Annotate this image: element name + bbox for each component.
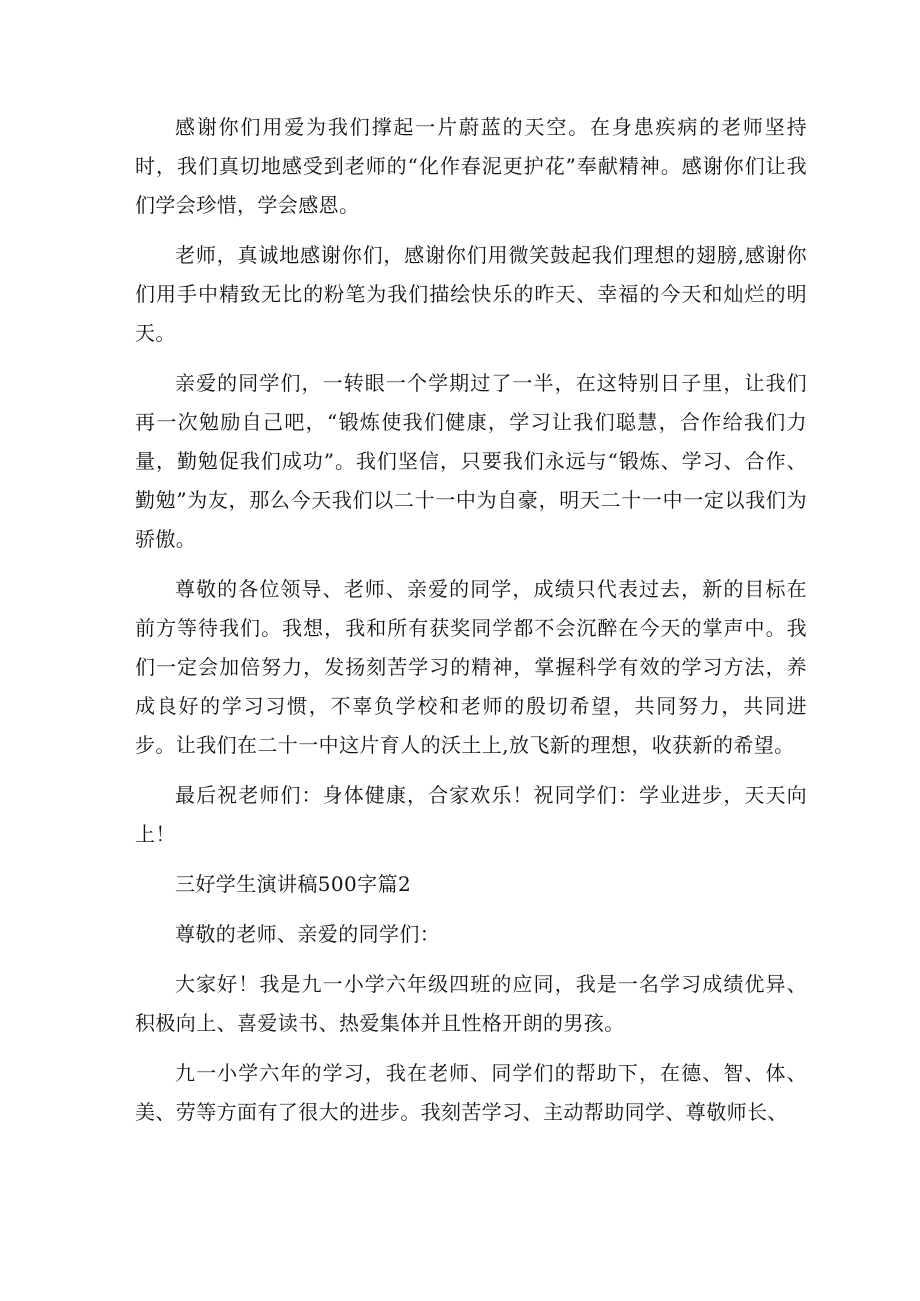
section-heading: 三好学生演讲稿500字篇2 (175, 872, 412, 896)
salutation: 尊敬的老师、亲爱的同学们： (175, 922, 441, 946)
paragraph-classmates: 亲爱的同学们，一转眼一个学期过了一半，在这特别日子里，让我们再一次勉励自己吧，“锻炼使我们健康，学习让我们聪慧，合作给我们力量，勤勉促我们成功”。我们坚信，只要我们永远与“锻炼、学习、合作、勤勉”为友，那么今天我们以二十一中为自豪，明天二十一中一定以我们为骄傲。 (135, 371, 807, 551)
paragraph-thanks-sky: 感谢你们用爱为我们撑起一片蔚蓝的天空。在身患疾病的老师坚持时，我们真切地感受到老师的“化作春泥更护花”奉献精神。感谢你们让我们学会珍惜，学会感恩。 (135, 115, 807, 217)
document-body (135, 108, 807, 1132)
paragraph-leaders: 尊敬的各位领导、老师、亲爱的同学，成绩只代表过去，新的目标在前方等待我们。我想，我和所有获奖同学都不会沉醉在今天的掌声中。我们一定会加倍努力，发扬刻苦学习的精神，掌握科学有效的学习方法，养成良好的学习习惯，不辜负学校和老师的殷切希望，共同努力，共同进步。让我们在二十一中这片育人的沃土上,放飞新的理想，收获新的希望。 (135, 577, 807, 757)
paragraph-progress: 九一小学六年的学习，我在老师、同学们的帮助下，在德、智、体、美、劳等方面有了很大的进步。我刻苦学习、主动帮助同学、尊敬师长、 (135, 1061, 807, 1124)
paragraph-introduction: 大家好！我是九一小学六年级四班的应同，我是一名学习成绩优异、积极向上、喜爱读书、热爱集体并且性格开朗的男孩。 (135, 972, 807, 1035)
paragraph-blessing: 最后祝老师们：身体健康，合家欢乐！祝同学们：学业进步，天天向上！ (135, 783, 807, 846)
paragraph-thanks-teachers: 老师，真诚地感谢你们，感谢你们用微笑鼓起我们理想的翅膀,感谢你们用手中精致无比的粉笔为我们描绘快乐的昨天、幸福的今天和灿烂的明天。 (135, 243, 807, 345)
